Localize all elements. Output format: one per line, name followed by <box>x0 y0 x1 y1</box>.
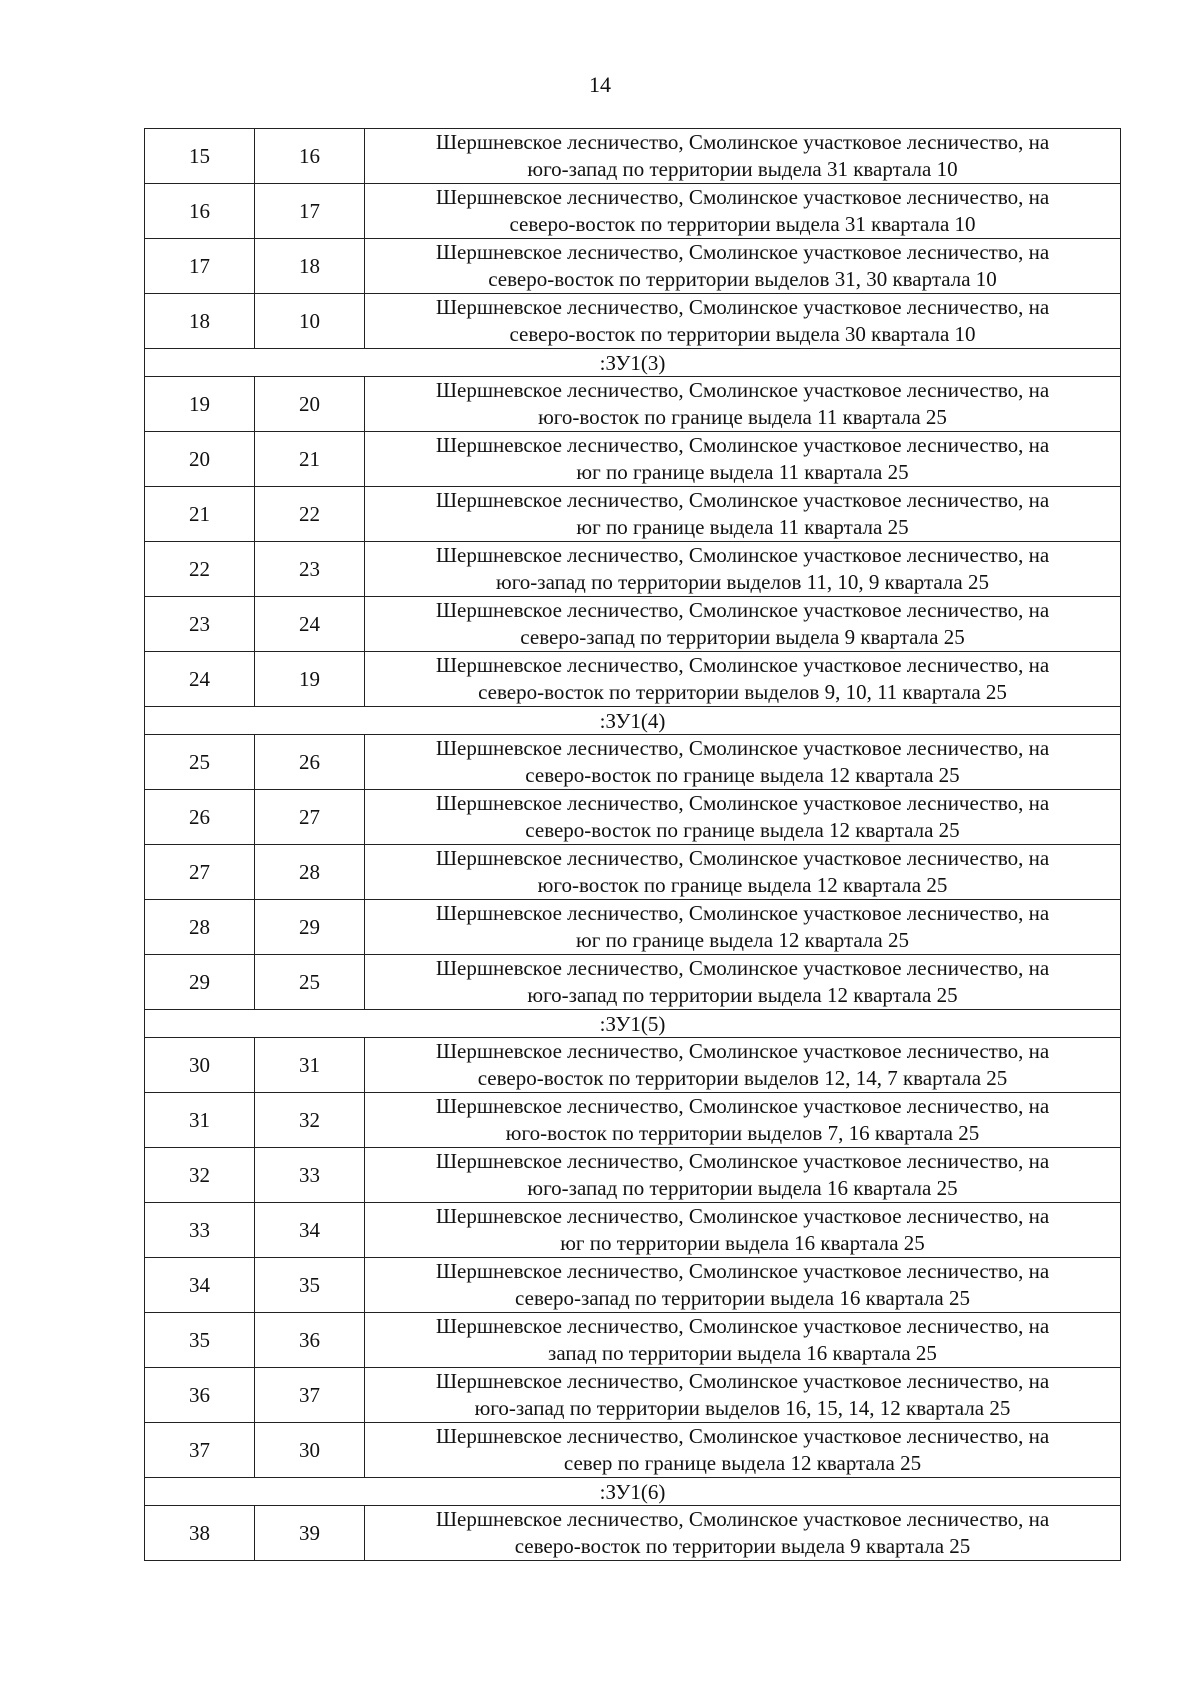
boundary-description-cell <box>365 1313 1121 1368</box>
point-to-cell: 35 <box>255 1258 365 1313</box>
description-line-2: юго-запад по территории выделов 16, 15, 14, 12 квартала 25 <box>474 1396 1011 1420</box>
description-line-2: северо-запад по территории выдела 16 квартала 25 <box>515 1286 970 1310</box>
description-line-2: юг по границе выдела 12 квартала 25 <box>576 928 909 952</box>
point-to-cell: 20 <box>255 377 365 432</box>
table-row <box>145 1313 1121 1368</box>
table-row <box>145 432 1121 487</box>
boundary-description-cell <box>365 1423 1121 1478</box>
point-from-cell: 33 <box>145 1203 255 1258</box>
boundary-description-cell <box>365 239 1121 294</box>
table-row <box>145 735 1121 790</box>
table-row <box>145 184 1121 239</box>
table-row <box>145 239 1121 294</box>
table-row <box>145 129 1121 184</box>
point-from-cell: 19 <box>145 377 255 432</box>
point-from-cell: 16 <box>145 184 255 239</box>
description-line-2: юго-запад по территории выдела 31 квартала 10 <box>527 157 958 181</box>
description-line-1: Шершневское лесничество, Смолинское участковое лесничество, на <box>435 1314 1050 1338</box>
boundary-description-cell <box>365 129 1121 184</box>
boundary-description-cell <box>365 900 1121 955</box>
boundary-description-table <box>144 128 1121 1561</box>
table-body <box>145 129 1121 1561</box>
point-to-cell: 28 <box>255 845 365 900</box>
description-line-1: Шершневское лесничество, Смолинское участковое лесничество, на <box>435 1039 1050 1063</box>
description-line-1: Шершневское лесничество, Смолинское участковое лесничество, на <box>435 846 1050 870</box>
table-row <box>145 955 1121 1010</box>
description-line-1: Шершневское лесничество, Смолинское участковое лесничество, на <box>435 1094 1050 1118</box>
table-row <box>145 900 1121 955</box>
description-line-1: Шершневское лесничество, Смолинское участковое лесничество, на <box>435 791 1050 815</box>
point-from-cell: 18 <box>145 294 255 349</box>
description-line-1: Шершневское лесничество, Смолинское участковое лесничество, на <box>435 488 1050 512</box>
boundary-description-cell <box>365 377 1121 432</box>
description-line-2: юго-запад по территории выделов 11, 10, 9 квартала 25 <box>496 570 989 594</box>
description-line-1: Шершневское лесничество, Смолинское участковое лесничество, на <box>435 130 1050 154</box>
section-header-row <box>145 1010 1121 1038</box>
point-to-cell: 36 <box>255 1313 365 1368</box>
table-row <box>145 597 1121 652</box>
boundary-description-cell <box>365 1368 1121 1423</box>
description-line-2: северо-восток по территории выделов 31, 30 квартала 10 <box>488 267 997 291</box>
table-row <box>145 1368 1121 1423</box>
description-line-1: Шершневское лесничество, Смолинское участковое лесничество, на <box>435 901 1050 925</box>
point-from-cell: 37 <box>145 1423 255 1478</box>
point-to-cell: 21 <box>255 432 365 487</box>
description-line-2: юг по границе выдела 11 квартала 25 <box>576 515 909 539</box>
point-from-cell: 30 <box>145 1038 255 1093</box>
description-line-2: северо-восток по территории выдела 31 квартала 10 <box>509 212 976 236</box>
boundary-description-cell <box>365 845 1121 900</box>
point-to-cell: 31 <box>255 1038 365 1093</box>
table-row <box>145 1506 1121 1561</box>
page-number: 14 <box>589 72 611 97</box>
table-row <box>145 294 1121 349</box>
point-from-cell: 34 <box>145 1258 255 1313</box>
table-row <box>145 542 1121 597</box>
point-from-cell: 26 <box>145 790 255 845</box>
boundary-description-cell <box>365 184 1121 239</box>
point-to-cell: 19 <box>255 652 365 707</box>
description-line-2: северо-восток по территории выделов 12, 14, 7 квартала 25 <box>477 1066 1008 1090</box>
boundary-description-cell <box>365 1258 1121 1313</box>
point-to-cell: 24 <box>255 597 365 652</box>
description-line-2: юго-восток по границе выдела 11 квартала 25 <box>538 405 947 429</box>
description-line-2: северо-восток по границе выдела 12 квартала 25 <box>525 818 960 842</box>
point-to-cell: 29 <box>255 900 365 955</box>
table-row <box>145 1038 1121 1093</box>
point-from-cell: 36 <box>145 1368 255 1423</box>
section-label: :ЗУ1(3) <box>145 349 1121 377</box>
description-line-2: юго-восток по границе выдела 12 квартала 25 <box>537 873 948 897</box>
point-from-cell: 29 <box>145 955 255 1010</box>
boundary-description-cell <box>365 1038 1121 1093</box>
description-line-2: север по границе выдела 12 квартала 25 <box>563 1451 922 1475</box>
boundary-description-cell <box>365 1506 1121 1561</box>
table-row <box>145 790 1121 845</box>
point-to-cell: 16 <box>255 129 365 184</box>
boundary-description-cell <box>365 790 1121 845</box>
section-label: :ЗУ1(6) <box>145 1478 1121 1506</box>
boundary-description-cell <box>365 597 1121 652</box>
table-row <box>145 487 1121 542</box>
description-line-1: Шершневское лесничество, Смолинское участковое лесничество, на <box>435 1204 1050 1228</box>
point-from-cell: 15 <box>145 129 255 184</box>
point-to-cell: 30 <box>255 1423 365 1478</box>
point-from-cell: 23 <box>145 597 255 652</box>
point-from-cell: 28 <box>145 900 255 955</box>
description-line-2: юго-запад по территории выдела 12 квартала 25 <box>527 983 958 1007</box>
boundary-description-cell <box>365 1148 1121 1203</box>
description-line-1: Шершневское лесничество, Смолинское участковое лесничество, на <box>435 1259 1050 1283</box>
boundary-description-cell <box>365 294 1121 349</box>
boundary-description-cell <box>365 955 1121 1010</box>
section-label: :ЗУ1(5) <box>145 1010 1121 1038</box>
description-line-2: юго-восток по территории выделов 7, 16 квартала 25 <box>505 1121 980 1145</box>
description-line-2: юго-запад по территории выдела 16 квартала 25 <box>527 1176 958 1200</box>
section-label: :ЗУ1(4) <box>145 707 1121 735</box>
description-line-2: северо-запад по территории выдела 9 квартала 25 <box>520 625 965 649</box>
description-line-1: Шершневское лесничество, Смолинское участковое лесничество, на <box>435 1369 1050 1393</box>
table-row <box>145 377 1121 432</box>
point-from-cell: 35 <box>145 1313 255 1368</box>
section-header-row <box>145 1478 1121 1506</box>
point-to-cell: 18 <box>255 239 365 294</box>
point-to-cell: 10 <box>255 294 365 349</box>
description-line-2: запад по территории выдела 16 квартала 25 <box>548 1341 937 1365</box>
description-line-1: Шершневское лесничество, Смолинское участковое лесничество, на <box>435 1507 1050 1531</box>
boundary-description-cell <box>365 1203 1121 1258</box>
point-from-cell: 22 <box>145 542 255 597</box>
table-row <box>145 1258 1121 1313</box>
description-line-1: Шершневское лесничество, Смолинское участковое лесничество, на <box>435 1149 1050 1173</box>
table-row <box>145 1148 1121 1203</box>
point-from-cell: 24 <box>145 652 255 707</box>
description-line-1: Шершневское лесничество, Смолинское участковое лесничество, на <box>435 598 1050 622</box>
description-line-1: Шершневское лесничество, Смолинское участковое лесничество, на <box>435 295 1050 319</box>
point-from-cell: 27 <box>145 845 255 900</box>
table-row <box>145 1093 1121 1148</box>
point-from-cell: 32 <box>145 1148 255 1203</box>
point-to-cell: 23 <box>255 542 365 597</box>
point-to-cell: 37 <box>255 1368 365 1423</box>
boundary-description-cell <box>365 652 1121 707</box>
description-line-1: Шершневское лесничество, Смолинское участковое лесничество, на <box>435 378 1050 402</box>
description-line-1: Шершневское лесничество, Смолинское участковое лесничество, на <box>435 185 1050 209</box>
description-line-1: Шершневское лесничество, Смолинское участковое лесничество, на <box>435 543 1050 567</box>
table-row <box>145 845 1121 900</box>
point-to-cell: 25 <box>255 955 365 1010</box>
table-row <box>145 652 1121 707</box>
table-row <box>145 1423 1121 1478</box>
description-line-2: северо-восток по границе выдела 12 квартала 25 <box>525 763 960 787</box>
description-line-2: юг по территории выдела 16 квартала 25 <box>560 1231 925 1255</box>
point-from-cell: 25 <box>145 735 255 790</box>
point-from-cell: 31 <box>145 1093 255 1148</box>
section-header-row <box>145 707 1121 735</box>
description-line-1: Шершневское лесничество, Смолинское участковое лесничество, на <box>435 956 1050 980</box>
point-to-cell: 27 <box>255 790 365 845</box>
description-line-1: Шершневское лесничество, Смолинское участковое лесничество, на <box>435 1424 1050 1448</box>
point-from-cell: 21 <box>145 487 255 542</box>
point-from-cell: 38 <box>145 1506 255 1561</box>
description-line-1: Шершневское лесничество, Смолинское участковое лесничество, на <box>435 240 1050 264</box>
boundary-description-cell <box>365 1093 1121 1148</box>
description-line-1: Шершневское лесничество, Смолинское участковое лесничество, на <box>435 433 1050 457</box>
point-from-cell: 20 <box>145 432 255 487</box>
point-to-cell: 34 <box>255 1203 365 1258</box>
point-to-cell: 26 <box>255 735 365 790</box>
description-line-2: северо-восток по территории выдела 9 квартала 25 <box>514 1534 971 1558</box>
description-line-2: северо-восток по территории выделов 9, 10, 11 квартала 25 <box>478 680 1007 704</box>
description-line-1: Шершневское лесничество, Смолинское участковое лесничество, на <box>435 653 1050 677</box>
description-line-1: Шершневское лесничество, Смолинское участковое лесничество, на <box>435 736 1050 760</box>
point-to-cell: 39 <box>255 1506 365 1561</box>
description-line-2: северо-восток по территории выдела 30 квартала 10 <box>509 322 976 346</box>
boundary-description-cell <box>365 487 1121 542</box>
boundary-description-cell <box>365 735 1121 790</box>
point-to-cell: 32 <box>255 1093 365 1148</box>
table-row <box>145 1203 1121 1258</box>
boundary-description-cell <box>365 542 1121 597</box>
point-to-cell: 22 <box>255 487 365 542</box>
description-line-2: юг по границе выдела 11 квартала 25 <box>576 460 909 484</box>
boundary-description-cell <box>365 432 1121 487</box>
point-from-cell: 17 <box>145 239 255 294</box>
point-to-cell: 33 <box>255 1148 365 1203</box>
section-header-row <box>145 349 1121 377</box>
point-to-cell: 17 <box>255 184 365 239</box>
